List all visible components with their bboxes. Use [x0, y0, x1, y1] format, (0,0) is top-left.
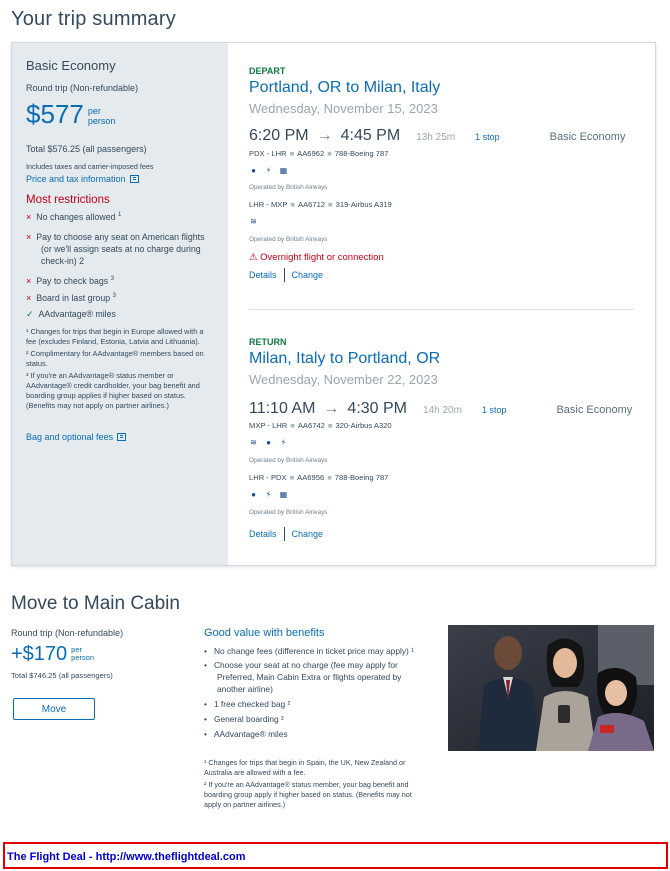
fare-per: per — [87, 106, 101, 116]
x-icon: × — [26, 212, 32, 222]
fare-includes: Includes taxes and carrier-imposed fees — [26, 162, 154, 171]
depart-details-link[interactable]: Details — [249, 270, 277, 280]
trip-summary-card — [11, 42, 656, 566]
restrictions-title: Most restrictions — [26, 194, 110, 206]
promo-banner[interactable] — [3, 842, 668, 869]
return-route: Milan, Italy to Portland, OR — [249, 350, 441, 367]
power-icon: ⚡ — [265, 166, 272, 175]
depart-cabin: Basic Economy — [549, 131, 626, 143]
restriction-item-cont: check-in) 2 — [41, 256, 85, 266]
itinerary-panel — [228, 43, 655, 565]
fare-trip-type: Round trip (Non-refundable) — [26, 83, 139, 93]
upsell-title: Move to Main Cabin — [11, 593, 180, 614]
flight-leg-info: MXP - LHR ■ AA6742 ■ 320-Airbus A320 — [249, 421, 392, 430]
benefit-item: • 1 free checked bag ² — [204, 699, 291, 709]
depart-dep-time: 6:20 PM — [249, 127, 309, 144]
upsell-total: Total $746.25 (all passengers) — [11, 671, 113, 680]
travelers-photo — [448, 625, 654, 751]
depart-times-row — [249, 127, 649, 145]
fare-price-block — [26, 97, 115, 131]
fare-person: person — [87, 116, 116, 126]
return-dep-time: 11:10 AM — [249, 400, 316, 417]
amenity-icons — [249, 490, 288, 499]
benefit-item: • AAdvantage® miles — [204, 729, 288, 739]
operated-by: Operated by British Airways — [249, 236, 328, 243]
entertainment-icon: ▦ — [279, 490, 288, 499]
restriction-item-cont: (or we'll assign seats at no charge during — [41, 244, 201, 254]
return-stops-link[interactable]: 1 stop — [481, 405, 507, 415]
fare-price: $577 — [26, 99, 84, 129]
fare-name: Basic Economy — [26, 58, 116, 73]
upsell-price: +$170 — [11, 643, 68, 665]
depart-date: Wednesday, November 15, 2023 — [249, 101, 438, 116]
depart-label: DEPART — [249, 66, 286, 76]
flight-leg-info: LHR - MXP ■ AA6712 ■ 319-Airbus A319 — [249, 200, 392, 209]
return-arr-time: 4:30 PM — [347, 400, 408, 417]
benefit-item: • Choose your seat at no charge (fee may apply for — [204, 660, 398, 670]
depart-links — [249, 268, 323, 282]
shield-icon: ● — [251, 490, 256, 499]
benefits-title: Good value with benefits — [204, 627, 325, 639]
external-link-icon — [117, 433, 126, 441]
return-duration: 14h 20m — [423, 405, 462, 416]
benefit-item: • General boarding ² — [204, 714, 284, 724]
upsell-trip-type: Round trip (Non-refundable) — [11, 628, 124, 638]
segment-divider — [249, 309, 634, 310]
depart-stops-link[interactable]: 1 stop — [475, 132, 500, 142]
upsell-footnotes: ¹ Changes for trips that begin in Spain, the UK, New Zealand or Australia are allowed with a fee. ² If you're an AAdvantage® status member, your bag benefit and boarding group apply if higher based on status. (Benefits may not apply on partner airlines.) — [204, 758, 412, 809]
check-icon: ✓ — [26, 309, 34, 319]
amenity-icons — [249, 166, 288, 175]
flight-leg-info: PDX - LHR ■ AA6962 ■ 788-Boeing 787 — [249, 149, 389, 158]
page-title: Your trip summary — [11, 8, 176, 30]
return-label: RETURN — [249, 337, 287, 347]
wifi-icon: ≋ — [250, 438, 257, 447]
upsell-person: person — [71, 653, 95, 662]
upsell-price-block — [11, 642, 94, 666]
bag-fees-link[interactable]: Bag and optional fees — [26, 432, 126, 442]
amenity-icons — [249, 217, 258, 226]
upsell-per: per — [71, 645, 83, 654]
power-icon: ⚡ — [280, 438, 287, 447]
move-button[interactable]: Move — [13, 698, 95, 720]
return-links — [249, 527, 323, 541]
fare-total: Total $576.25 (all passengers) — [26, 144, 147, 154]
fare-panel — [12, 43, 228, 565]
return-details-link[interactable]: Details — [249, 529, 277, 539]
promo-banner-text[interactable]: The Flight Deal - http://www.theflightdeal.com — [7, 851, 246, 863]
arrow-icon: → — [316, 127, 333, 144]
external-link-icon — [130, 175, 139, 183]
benefit-item: • No change fees (difference in ticket price may apply) ¹ — [204, 646, 414, 656]
arrow-icon: → — [323, 400, 340, 417]
benefits-list: • No change fees (difference in ticket price may apply) ¹ • Choose your seat at no charge (fee may apply for Preferred, Main Cabin Extra or flights operated by another airline) • 1 free checked bag ² • General boarding ² • AAdvantage® miles — [204, 645, 439, 740]
restriction-item: × No changes allowed $^1$ — [26, 212, 122, 222]
travelers-photo-illustration — [448, 625, 654, 751]
shield-icon: ● — [251, 166, 256, 175]
depart-route: Portland, OR to Milan, Italy — [249, 79, 441, 96]
operated-by: Operated by British Airways — [249, 184, 328, 191]
return-times-row — [249, 400, 649, 418]
shield-icon: ● — [266, 438, 271, 447]
depart-arr-time: 4:45 PM — [340, 127, 401, 144]
operated-by: Operated by British Airways — [249, 457, 328, 464]
depart-duration: 13h 25m — [416, 132, 456, 143]
amenity-icons — [249, 438, 288, 447]
operated-by: Operated by British Airways — [249, 509, 328, 516]
divider — [284, 527, 285, 541]
return-cabin: Basic Economy — [556, 404, 633, 416]
restriction-item: ✓ AAdvantage® miles — [26, 309, 116, 319]
depart-change-link[interactable]: Change — [291, 270, 324, 280]
x-icon: × — [26, 293, 32, 303]
restriction-item: × Pay to choose any seat on American flights — [26, 232, 205, 242]
x-icon: × — [26, 276, 32, 286]
wifi-icon: ≋ — [250, 217, 257, 226]
return-date: Wednesday, November 22, 2023 — [249, 372, 438, 387]
overnight-warning: ⚠ Overnight flight or connection — [249, 252, 384, 263]
entertainment-icon: ▦ — [279, 166, 288, 175]
restriction-item: × Pay to check bags $^3$ — [26, 276, 114, 286]
fare-footnotes: ¹ Changes for trips that begin in Europe allowed with a fee (excludes Finland, Estonia, Latvia and Lithuania). ² Complimentary for AAdvantage® members based on status. ³ If you're an AAdvantage® status member or AAdvantage® credit cardholder, your bag benefit and boarding group applies if higher based on status. (Benefits may not apply on partner airlines.) — [26, 327, 204, 410]
flight-leg-info: LHR - PDX ■ AA6956 ■ 788-Boeing 787 — [249, 473, 389, 482]
power-icon: ⚡ — [265, 490, 272, 499]
return-change-link[interactable]: Change — [291, 529, 324, 539]
x-icon: × — [26, 232, 32, 242]
divider — [284, 268, 285, 282]
price-tax-link[interactable]: Price and tax information — [26, 174, 139, 184]
restriction-item: × Board in last group $^3$ — [26, 293, 116, 303]
